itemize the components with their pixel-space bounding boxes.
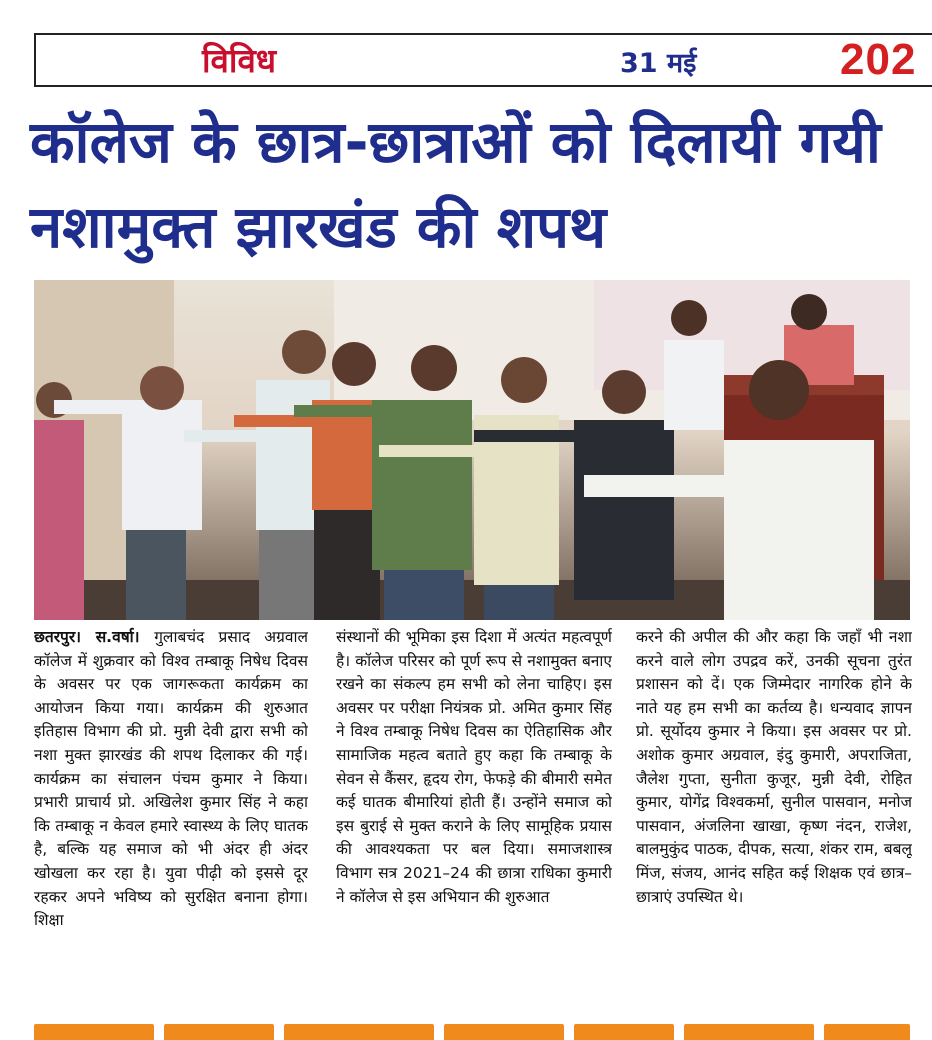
- news-photo: [34, 280, 910, 620]
- article-column-3: [636, 626, 912, 996]
- article-text-col3: करने की अपील की और कहा कि जहाँ भी नशा करने वाले लोग उपद्रव करें, उनकी सूचना तुरंत प्रशासन को दें। एक जिम्मेदार नागरिक होने के नाते यह हम सभी का कर्तव्य है। धन्यवाद ज्ञापन प्रो. सूर्योदय कुमार ने किया। इस अवसर पर प्रो. अशोक कुमार अग्रवाल, इंदु कुमारी, अपराजिता, जैलेश गुप्ता, सुनीता कुजूर, मुन्नी देवी, रोहित कुमार, योगेंद्र विश्वकर्मा, सुनील पासवान, मनोज पासवान, अंजलिना खाखा, कृष्ण नंदन, राजेश, बालमुकुंद पाठक, दीपक, सत्या, शंकर राम, बबलू मिंज, संजय, आनंद सहित कई शिक्षक एवं छात्र–छात्राएं उपस्थित थे।: [636, 628, 912, 906]
- next-headline-cropped: [34, 1024, 910, 1040]
- article-text-col1: गुलाबचंद प्रसाद अग्रवाल कॉलेज में शुक्रवार को विश्व तम्बाकू निषेध दिवस के अवसर पर एक जागरूकता कार्यक्रम का आयोजन किया गया। कार्यक्रम की शुरुआत इतिहास विभाग की प्रो. मुन्नी देवी द्वारा सभी को नशा मुक्त झारखंड की शपथ दिलाकर की गई। कार्यक्रम का संचालन पंचम कुमार ने किया। प्रभारी प्राचार्य प्रो. अखिलेश कुमार सिंह ने कहा कि तम्बाकू न केवल हमारे स्वास्थ्य के लिए घातक है, बल्कि यह समाज को भी अंदर ही अंदर खोखला कर रहा है। युवा पीढ़ी को इससे दूर रहकर अपने भविष्य को सुरक्षित बनाना होगा। शिक्षा: [34, 628, 308, 930]
- section-title: विविध: [202, 41, 277, 80]
- article-column-2: [336, 626, 612, 996]
- article-text-col2: संस्थानों की भूमिका इस दिशा में अत्यंत महत्वपूर्ण है। कॉलेज परिसर को पूर्ण रूप से नशामुक्त बनाए रखने का संकल्प हम सभी को लेना चाहिए। इस अवसर पर परीक्षा नियंत्रक प्रो. अमित कुमार सिंह ने विश्व तम्बाकू निषेध दिवस का ऐतिहासिक और सामाजिक महत्व बताते हुए कहा कि तम्बाकू के सेवन से कैंसर, हृदय रोग, फेफड़े की बीमारी समेत कई घातक बीमारियां होती हैं। उन्होंने समाज को इस बुराई से मुक्त कराने के लिए सामूहिक प्रयास की आवश्यकता पर बल दिया। समाजशास्त्र विभाग सत्र 2021–24 की छात्रा राधिका कुमारी ने कॉलेज से इस अभियान की शुरुआत: [336, 628, 612, 906]
- issue-year: 202: [840, 35, 917, 84]
- page-header: [34, 33, 932, 87]
- headline: कॉलेज के छात्र-छात्राओं को दिलायी गयी नशामुक्त झारखंड की शपथ: [30, 108, 881, 261]
- article-column-1: [34, 626, 308, 996]
- issue-date: 31 मई: [620, 48, 697, 79]
- dateline: छतरपुर। स.वर्षा।: [34, 628, 155, 646]
